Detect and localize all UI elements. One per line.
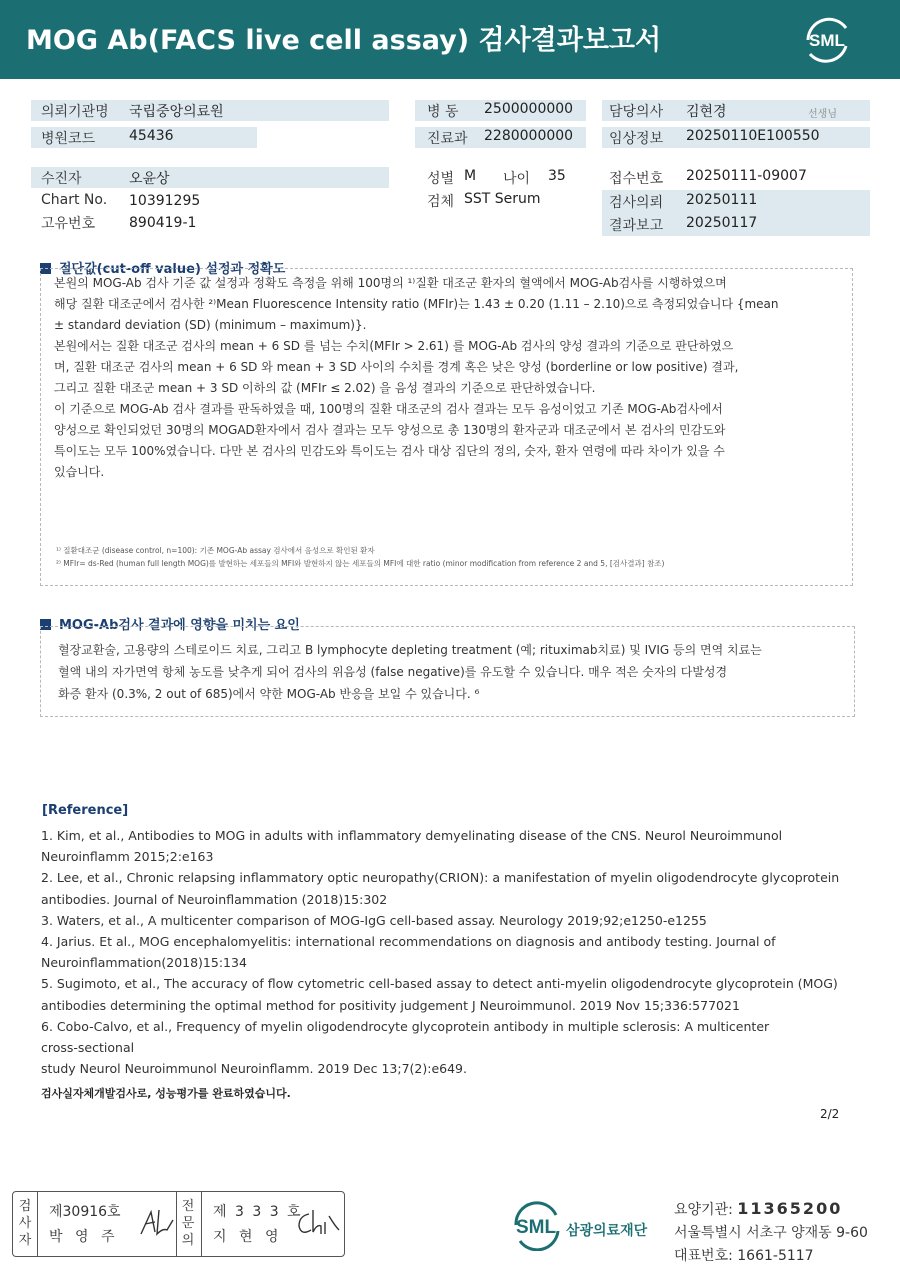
doctor-suffix: 선생님: [808, 109, 837, 120]
tester-signature-icon: [137, 1206, 177, 1240]
reference-item: cross-sectional: [41, 1040, 135, 1056]
reference-item: antibodies. Journal of Neuroinflammation (2018)15:302: [41, 891, 388, 907]
org-address: 서울특별시 서초구 양재동 9-60: [674, 1225, 868, 1241]
sml-foundation-logo-icon: [510, 1201, 564, 1251]
reference-item: antibodies determining the optimal method for positivity judgement J Neuroimmunol. 2019 Nov 15;336:577021: [41, 997, 740, 1013]
sml-foundation-logo-text: SML: [515, 1217, 557, 1238]
institution-label: 의뢰기관명: [41, 104, 109, 120]
sml-logo-icon: [800, 10, 854, 68]
ward-label: 병 동: [427, 104, 459, 120]
section1-text: 본원의 MOG-Ab 검사 기준 값 설정과 정확도 측정을 위해 100명의 ¹⁾질환 대조군 환자의 혈액에서 MOG-Ab검사를 시행하였으며 해당 질환 대조군에서 검사한 ²⁾Mean Fluorescence Intensity ratio (MFIr)는 1.43 ± 0.20 (1.11 – 2.10)으로 측정되었습니다 {mean ± standard deviation (SD) (minimum – maximum)}. 본원에서는 질환 대조군 검사의 mean + 6 SD 를 넘는 수치(MFIr > 2.61) 를 MOG-Ab 검사의 양성 결과의 기준으로 판단하였으 며, 질환 대조군 검사의 mean + 6 SD 와 mean + 3 SD 사이의 수치를 경계 혹은 낮은 양성 (borderline or low positive) 결과, 그리고 질환 대조군 mean + 3 SD 이하의 값 (MFIr ≤ 2.02) 을 음성 결과의 기준으로 판단하였습니다. 이 기준으로 MOG-Ab 검사 결과를 판독하였을 때, 100명의 질환 대조군의 검사 결과는 모두 음성이었고 기존 MOG-Ab검사에서 양성으로 확인되었던 30명의 MOGAD환자에서 검사 결과는 모두 양성으로 총 130명의 환자군과 대조군에서 본 검사의 민감도와 특이도는 모두 100%였습니다. 다만 본 검사의 민감도와 특이도는 검사 대상 집단의 정의, 숫자, 환자 연령에 따라 차이가 있을 수 있습니다.: [54, 276, 779, 479]
age-label: 나이: [503, 171, 531, 187]
specimen-label: 검체: [427, 194, 455, 210]
reference-item: study Neurol Neuroimmunol Neuroinflamm. 2019 Dec 13;7(2):e649.: [41, 1061, 467, 1077]
clinical-label: 임상정보: [609, 131, 664, 147]
specialist-name: 지 현 영: [213, 1229, 283, 1245]
section2-title: MOG-Ab검사 결과에 영향을 미치는 요인: [40, 614, 300, 633]
clinical-value: 20250110E100550: [686, 128, 820, 144]
age-value: 35: [548, 168, 566, 184]
request-value: 20250111: [686, 192, 758, 208]
report-value: 20250117: [686, 215, 758, 231]
specialist-reg-no: 제 3 3 3 호: [213, 1204, 303, 1220]
request-label: 검사의뢰: [609, 195, 664, 211]
org-name: 삼광의료재단: [566, 1223, 648, 1239]
tester-reg-no: 제30916호: [49, 1204, 121, 1220]
validation-note: 검사실자체개발검사로, 성능평가를 완료하였습니다.: [41, 1087, 291, 1100]
doctor-value: 김현경: [686, 104, 727, 120]
tester-label: 검 사 자: [18, 1199, 32, 1248]
doctor-label: 담당의사: [609, 104, 664, 120]
reference-item: 4. Jarius. Et al., MOG encephalomyelitis: international recommendations on diagnosis and antibody testing. Journal of: [41, 934, 776, 950]
reference-item: 2. Lee, et al., Chronic relapsing inflammatory optic neuropathy(CRION): a manifestation of myelin oligodendrocyte glycoprotein: [41, 870, 840, 886]
reference-title: [Reference]: [42, 803, 129, 818]
sex-label: 성별: [427, 171, 455, 187]
section2-text: 혈장교환술, 고용량의 스테로이드 치료, 그리고 B lymphocyte depleting treatment (예; rituximab치료) 및 IVIG 등의 면역 치료는 혈액 내의 자가면역 항체 농도를 낮추게 되어 검사의 위음성 (false negative)를 유도할 수 있습니다. 매우 적은 숫자의 다발성경 화증 환자 (0.3%, 2 out of 685)에서 약한 MOG-Ab 반응을 보일 수 있습니다. ⁶: [58, 643, 762, 701]
patient-label: 수진자: [41, 171, 82, 187]
report-header: [0, 0, 900, 79]
reference-item: 5. Sugimoto, et al., The accuracy of flow cytometric cell-based assay to detect anti-myelin oligodendrocyte glycoprotein (MOG): [41, 976, 838, 992]
receipt-label: 접수번호: [609, 171, 664, 187]
id-value: 890419-1: [129, 215, 197, 231]
reference-item: 1. Kim, et al., Antibodies to MOG in adults with inflammatory demyelinating disease of the CNS. Neurol Neuroimmunol: [41, 828, 783, 843]
reference-item: Neuroinflamm 2015;2:e163: [41, 849, 214, 865]
section1-title: 절단값(cut-off value) 설정과 정확도: [40, 258, 285, 277]
specialist-signature-icon: [295, 1206, 341, 1240]
org-code: 요양기관: 11365200: [674, 1199, 843, 1218]
report-title: MOG Ab(FACS live cell assay) 검사결과보고서: [26, 25, 662, 56]
institution-value: 국립중앙의료원: [129, 104, 224, 120]
receipt-value: 20250111-09007: [686, 168, 807, 184]
chart-label: Chart No.: [41, 192, 108, 208]
page-number: 2/2: [820, 1107, 840, 1121]
ward-value: 2500000000: [484, 101, 574, 117]
org-phone: 대표번호: 1661-5117: [674, 1248, 814, 1264]
reference-item: Neuroinflammation(2018)15:134: [41, 955, 247, 971]
sex-value: M: [464, 168, 477, 184]
sml-logo-text: SML: [809, 31, 845, 50]
chart-value: 10391295: [129, 193, 201, 209]
reference-list: [41, 825, 839, 1079]
reference-item: 6. Cobo-Calvo, et al., Frequency of myelin oligodendrocyte glycoprotein antibody in multiple sclerosis: A multicenter: [41, 1018, 770, 1034]
reference-item: 3. Waters, et al., A multicenter comparison of MOG-IgG cell-based assay. Neurology 2019;92;e1250-e1255: [41, 912, 707, 928]
dept-value: 2280000000: [484, 128, 574, 144]
signature-box: [12, 1191, 345, 1257]
hospital-code-label: 병원코드: [41, 131, 96, 147]
report-label: 결과보고: [609, 218, 664, 234]
hospital-code-value: 45436: [129, 128, 174, 144]
tester-name: 박 영 주: [49, 1229, 119, 1245]
specialist-label: 전 문 의: [181, 1199, 195, 1248]
section1-footnotes: ¹⁾ 질환대조군 (disease control, n=100): 기존 MOG-Ab assay 검사에서 음성으로 확인된 환자 ²⁾ MFIr= ds-Red (human full length MOG)를 발현하는 세포들의 MFI와 발현하지 않는 세포들의 MFI에 대한 ratio (minor modification from reference 2 and 5, [검사결과] 참조): [56, 546, 665, 568]
dept-label: 진료과: [427, 131, 468, 147]
specimen-value: SST Serum: [464, 191, 541, 207]
id-label: 고유번호: [41, 216, 96, 232]
patient-name: 오윤상: [129, 171, 170, 187]
